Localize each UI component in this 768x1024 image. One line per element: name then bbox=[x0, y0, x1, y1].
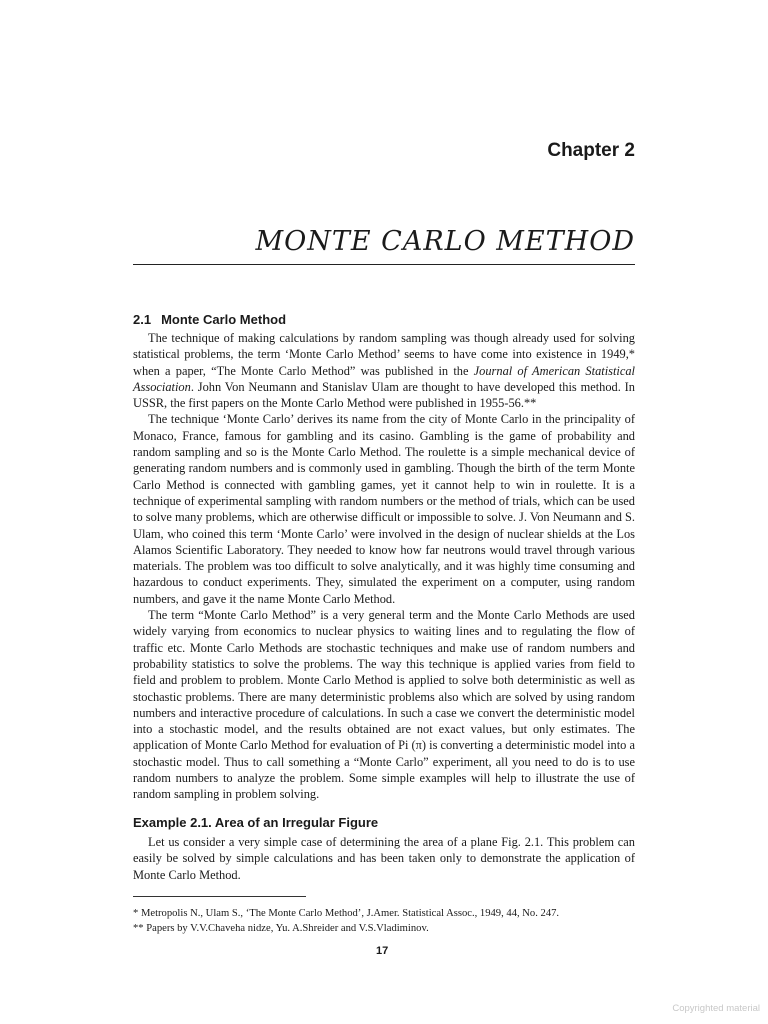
section-title: Monte Carlo Method bbox=[161, 312, 287, 327]
paragraph-1-text-b: . John Von Neumann and Stanislav Ulam are thought to have developed this method. In USSR, the first papers on the Monte Carlo Method were published in 1955-56.** bbox=[133, 379, 635, 411]
paragraph-1-text-a: The technique of making calculations by random sampling was though already used for solving statistical problems, the term ‘Monte Carlo Method’ seems to have come into existence in 1949,* when a paper, “The Monte Carlo Method” was published in the bbox=[133, 331, 635, 378]
section-number: 2.1 bbox=[133, 312, 152, 327]
chapter-label: Chapter 2 bbox=[547, 140, 635, 161]
footnotes bbox=[133, 906, 653, 936]
section-heading bbox=[133, 312, 286, 327]
paragraph-3: The term “Monte Carlo Method” is a very general term and the Monte Carlo Methods are used widely varying from economics to nuclear physics to waiting lines and to regulating the flow of traffic etc. Monte Carlo Methods are stochastic techniques and make use of random numbers and probability statistics to solve the problems. The way this technique is applied varies from field to field and problem to problem. Monte Carlo Method is applied to solve both deterministic as well as stochastic problems. There are many deterministic problems also which are solved by using random numbers and interactive procedure of calculations. In such a case we convert the deterministic model into a stochastic model, and the results obtained are not exact values, but only estimates. The application of Monte Carlo Method for evaluation of Pi (π) is converting a deterministic model into a stochastic model. Thus to call something a “Monte Carlo” experiment, all you need to do is to use random numbers to analyze the problem. Some simple examples will help to illustrate the use of random sampling in problem solving. bbox=[133, 608, 635, 802]
chapter-title: MONTE CARLO METHOD bbox=[255, 226, 635, 257]
footnote-1: * Metropolis N., Ulam S., ‘The Monte Carlo Method’, J.Amer. Statistical Assoc., 1949, 44, No. 247. bbox=[133, 908, 560, 919]
copyright-watermark: Copyrighted material bbox=[672, 1003, 760, 1014]
journal-name: Journal of American Statistical Association bbox=[133, 363, 635, 394]
paragraph-1 bbox=[133, 330, 635, 411]
example-heading: Example 2.1. Area of an Irregular Figure bbox=[133, 815, 379, 830]
example-body bbox=[133, 834, 635, 883]
title-rule bbox=[133, 264, 635, 265]
footnote-2: ** Papers by V.V.Chaveha nidze, Yu. A.Shreider and V.S.Vladiminov. bbox=[133, 923, 429, 934]
paragraph-2: The technique ‘Monte Carlo’ derives its name from the city of Monte Carlo in the principality of Monaco, France, famous for gambling and its casino. Gambling is the game of probability and random sampling and so is the Monte Carlo Method. The roulette is a simple mechanical device of generating random numbers and is commonly used in gambling. Though the birth of the term Monte Carlo Method is connected with gambling games, yet it cannot help to win in roulette. It is a technique of experimental sampling with random numbers or the method of trials, which can be used to solve many problems, which are otherwise difficult or impossible to solve. J. Von Neumann and S. Ulam, who coined this term ‘Monte Carlo’ were involved in the design of nuclear shields at the Los Alamos Scientific Laboratory. They needed to know how far neutrons would travel through various materials. The problem was too difficult to solve analytically, and it was highly time consuming and hazardous to conduct experiments. They, simulated the experiment on a computer, using random numbers, and gave it the name Monte Carlo Method. bbox=[133, 412, 635, 606]
section-body bbox=[133, 330, 635, 803]
page-number: 17 bbox=[376, 945, 389, 957]
footnote-rule bbox=[133, 896, 306, 897]
paragraph-4: Let us consider a very simple case of determining the area of a plane Fig. 2.1. This problem can easily be solved by simple calculations and has been taken only to demonstrate the application of Monte Carlo Method. bbox=[133, 835, 635, 882]
